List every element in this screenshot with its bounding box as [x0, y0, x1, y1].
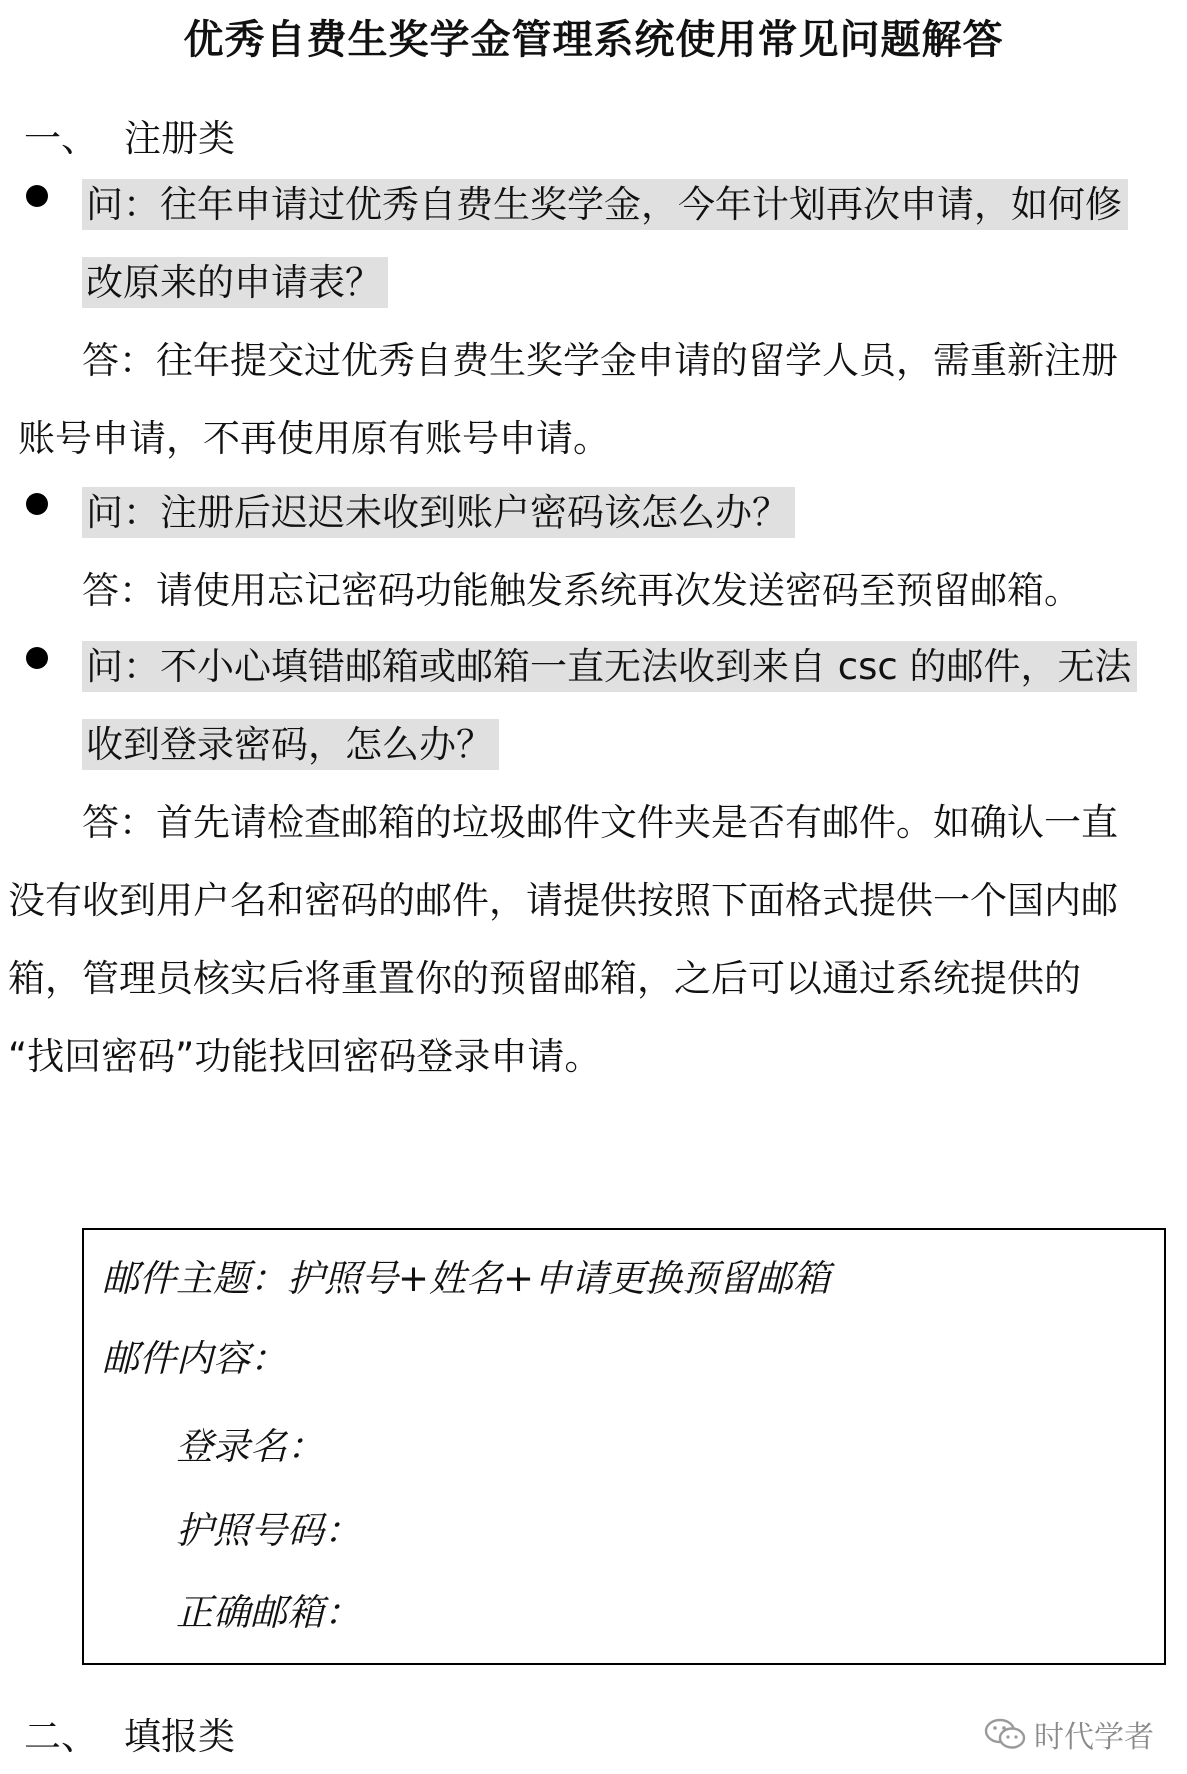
section-number: 一、: [24, 117, 98, 160]
mail-field-email: 正确邮箱：: [176, 1591, 361, 1634]
mail-template-box: [82, 1228, 1166, 1665]
faq-question-line: [82, 636, 1137, 690]
watermark-text: 时代学者: [1034, 1720, 1154, 1755]
section-heading: 填报类: [124, 1715, 235, 1758]
faq-answer-line: 账号申请，不再使用原有账号申请。: [18, 417, 610, 460]
question-highlight: 问：不小心填错邮箱或邮箱一直无法收到来自 csc 的邮件，无法: [82, 641, 1137, 692]
faq-answer-line: 答：请使用忘记密码功能触发系统再次发送密码至预留邮箱。: [82, 569, 1081, 612]
question-highlight: 问：注册后迟迟未收到账户密码该怎么办？: [82, 487, 795, 538]
question-highlight: 收到登录密码，怎么办？: [82, 719, 499, 770]
bullet-icon: [26, 647, 48, 669]
faq-answer-line: “找回密码”功能找回密码登录申请。: [8, 1035, 602, 1078]
bullet-icon: [26, 493, 48, 515]
faq-question-line: [82, 174, 1128, 228]
mail-subject: 邮件主题：护照号+姓名+申请更换预留邮箱: [102, 1257, 831, 1300]
faq-question-line: [82, 714, 499, 768]
question-highlight: 问：往年申请过优秀自费生奖学金，今年计划再次申请，如何修: [82, 179, 1128, 230]
mail-content-label: 邮件内容：: [102, 1337, 287, 1380]
section-number: 二、: [24, 1715, 98, 1758]
mail-field-login: 登录名：: [176, 1425, 324, 1468]
page-title: 优秀自费生奖学金管理系统使用常见问题解答: [183, 17, 1004, 63]
wechat-icon: [984, 1717, 1026, 1751]
faq-answer-line: 没有收到用户名和密码的邮件，请提供按照下面格式提供一个国内邮: [8, 879, 1118, 922]
faq-question-line: [82, 482, 795, 536]
faq-answer-line: 答：往年提交过优秀自费生奖学金申请的留学人员，需重新注册: [82, 339, 1118, 382]
section-heading: 注册类: [124, 117, 235, 160]
faq-question-line: [82, 252, 388, 306]
mail-field-passport: 护照号码：: [176, 1509, 361, 1552]
bullet-icon: [26, 185, 48, 207]
faq-answer-line: 箱，管理员核实后将重置你的预留邮箱，之后可以通过系统提供的: [8, 957, 1081, 1000]
watermark: [984, 1712, 1154, 1756]
faq-answer-line: 答：首先请检查邮箱的垃圾邮件文件夹是否有邮件。如确认一直: [82, 801, 1118, 844]
question-highlight: 改原来的申请表？: [82, 257, 388, 308]
